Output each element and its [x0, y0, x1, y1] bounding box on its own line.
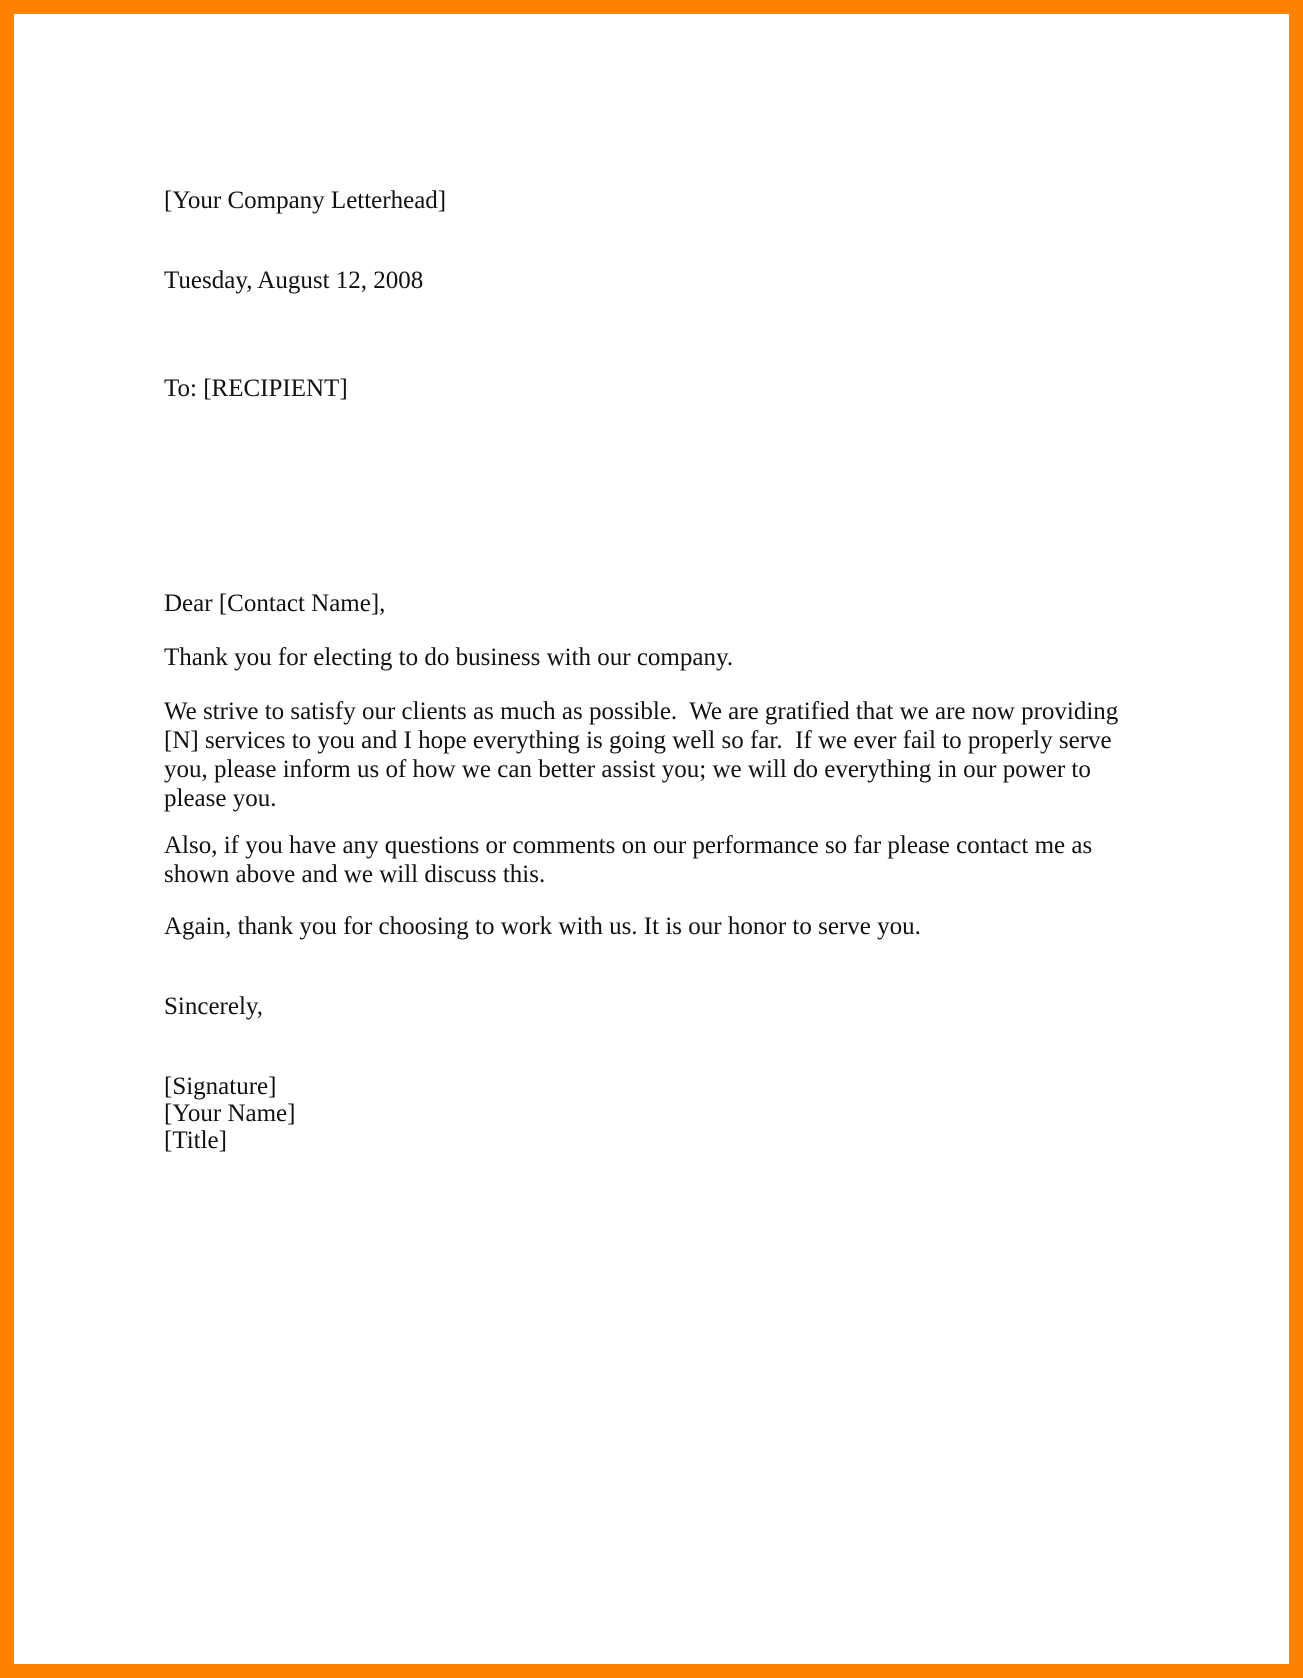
- title-placeholder: [Title]: [164, 1127, 227, 1154]
- your-name-placeholder: [Your Name]: [164, 1100, 296, 1127]
- paragraph-line: Also, if you have any questions or comments on our performance so far please contact me as: [164, 832, 1093, 859]
- recipient-line: To: [RECIPIENT]: [164, 375, 348, 402]
- paragraph-line: please you.: [164, 785, 277, 812]
- paragraph-line: shown above and we will discuss this.: [164, 861, 546, 888]
- letter-date: Tuesday, August 12, 2008: [164, 267, 424, 294]
- closing: Sincerely,: [164, 993, 264, 1020]
- paragraph-thank-you: Thank you for electing to do business with our company.: [164, 644, 734, 671]
- paragraph-line: you, please inform us of how we can better assist you; we will do everything in our power to: [164, 756, 1091, 783]
- salutation: Dear [Contact Name],: [164, 590, 386, 617]
- paragraph-strive: [164, 697, 1144, 813]
- paragraph-line: We strive to satisfy our clients as much as possible. We are gratified that we are now providing: [164, 698, 1119, 725]
- paragraph-again-thank-you: Again, thank you for choosing to work with us. It is our honor to serve you.: [164, 913, 921, 940]
- signature-placeholder: [Signature]: [164, 1073, 277, 1100]
- paragraph-questions: [164, 831, 1144, 889]
- paragraph-line: [N] services to you and I hope everything is going well so far. If we ever fail to properly serve: [164, 727, 1112, 754]
- letterhead-placeholder: [Your Company Letterhead]: [164, 187, 447, 214]
